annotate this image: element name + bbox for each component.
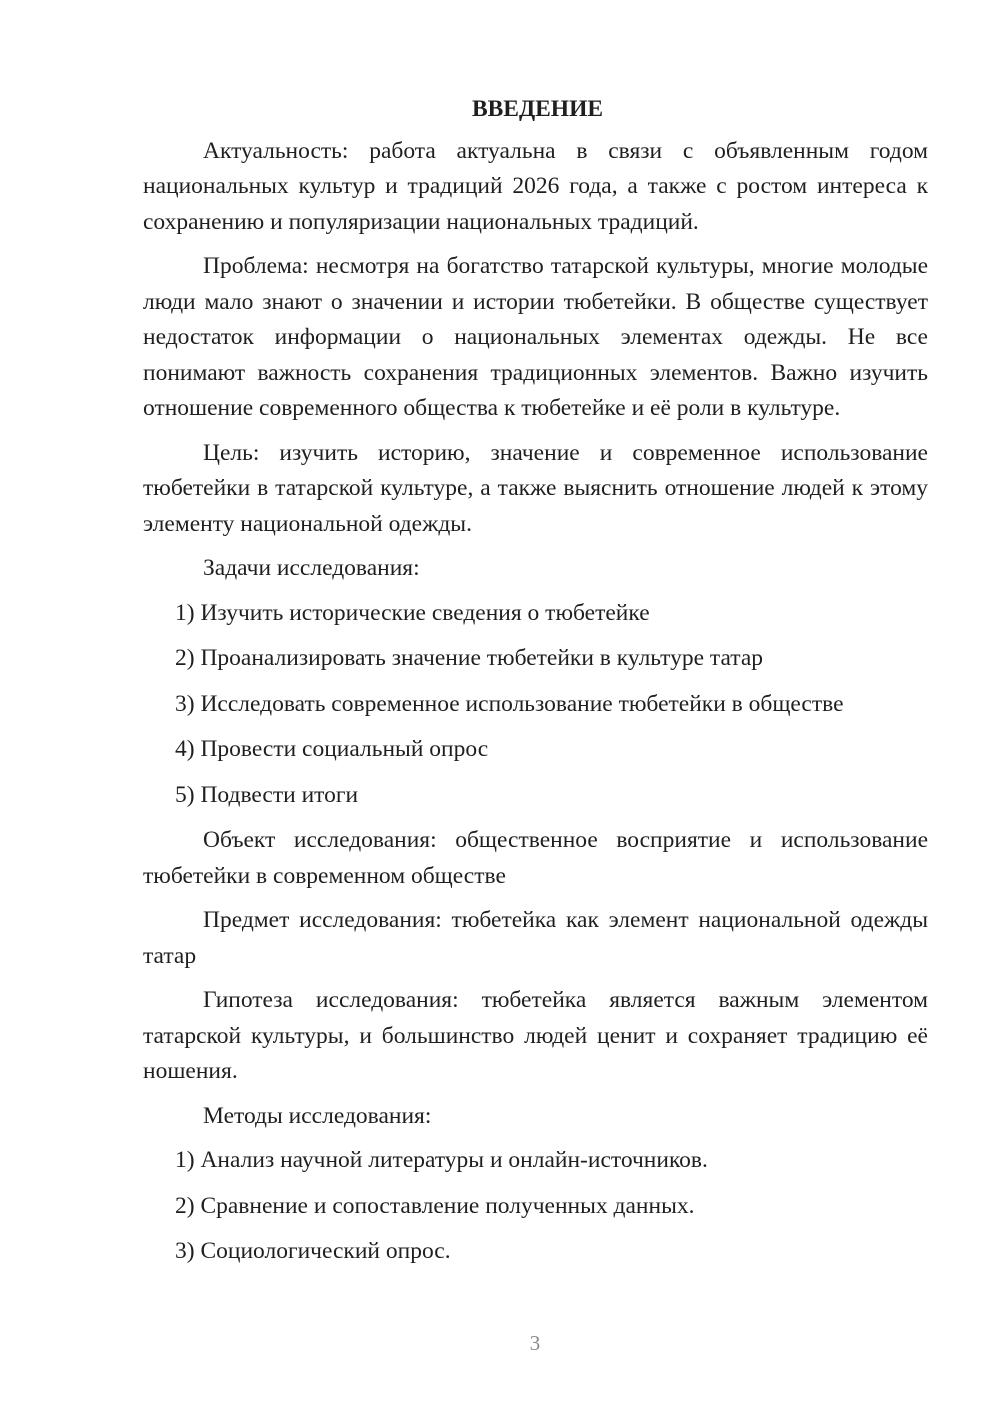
tasks-heading: Задачи исследования: [203, 555, 420, 581]
page-number: 3 [529, 1331, 541, 1355]
list-item: 1) Изучить исторические сведения о тюбетейке [175, 599, 650, 626]
list-item: 3) Социологический опрос. [175, 1238, 451, 1264]
list-item: 5) Подвести итоги [175, 781, 359, 808]
list-item: 1) Анализ научной литературы и онлайн-источников. [175, 1147, 708, 1173]
object-paragraph: Объект исследования: общественное восприятие и использование тюбетейки в современном обществе [143, 827, 928, 889]
relevance-paragraph: Актуальность: работа актуальна в связи с объявленным годом национальных культур и традиций 2026 года, а также с ростом интереса к сохранению и популяризации национальных традиций. [143, 137, 928, 235]
list-item: 3) Исследовать современное использование тюбетейки в обществе [175, 690, 844, 717]
subject-paragraph: Предмет исследования: тюбетейка как элемент национальной одежды татар [143, 907, 928, 969]
list-item: 2) Сравнение и сопоставление полученных данных. [175, 1192, 695, 1219]
goal-paragraph: Цель: изучить историю, значение и современное использование тюбетейки в татарской культуре, а также выяснить отношение людей к этому элементу национальной одежды. [143, 439, 928, 537]
methods-heading: Методы исследования: [203, 1102, 432, 1129]
section-title: ВВЕДЕНИЕ [471, 96, 604, 122]
list-item: 4) Провести социальный опрос [175, 736, 489, 762]
methods-list [143, 1143, 928, 1270]
list-item: 2) Проанализировать значение тюбетейки в культуре татар [175, 645, 764, 671]
hypothesis-paragraph: Гипотеза исследования: тюбетейка является важным элементом татарской культуры, и большинство людей ценит и сохраняет традицию её ношения. [143, 987, 928, 1084]
page-body [143, 92, 928, 1280]
tasks-list [143, 596, 928, 814]
problem-paragraph: Проблема: несмотря на богатство татарской культуры, многие молодые люди мало знают о значении и истории тюбетейки. В обществе существует недостаток информации о национальных элементах одежды. Не все понимают важность сохранения традиционных элементов. Важно изучить отношение современного общества к тюбетейке и её роли в культуре. [143, 253, 928, 421]
